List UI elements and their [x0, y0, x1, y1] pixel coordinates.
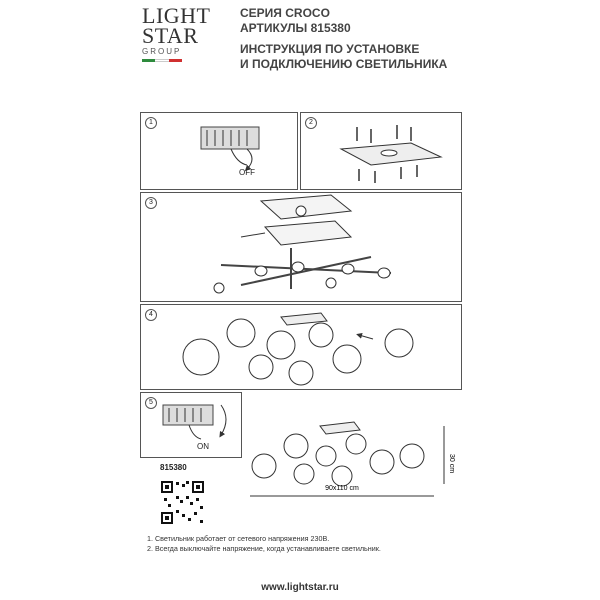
brand-logo [142, 3, 211, 62]
step-1-panel [140, 112, 298, 190]
dimension-diagram [244, 410, 460, 506]
logo-flag [142, 59, 182, 62]
step-number: 5 [145, 397, 157, 409]
step-3-panel [140, 192, 462, 302]
qr-code-icon [160, 480, 205, 525]
step-4-panel [140, 304, 462, 390]
step-number: 3 [145, 197, 157, 209]
step-number: 4 [145, 309, 157, 321]
step-number: 1 [145, 117, 157, 129]
canopy-assembly-illustration [141, 193, 461, 301]
off-label: OFF [239, 168, 255, 177]
instruction-line-2: И ПОДКЛЮЧЕНИЮ СВЕТИЛЬНИКА [240, 57, 448, 71]
logo-line-1: LIGHT [142, 3, 211, 28]
glass-shades-illustration [141, 305, 461, 389]
step-5-panel [140, 392, 242, 458]
width-dimension: 90x110 cm [325, 485, 359, 492]
article-title: АРТИКУЛЫ 815380 [240, 21, 351, 35]
step-number: 2 [305, 117, 317, 129]
instruction-line-1: ИНСТРУКЦИЯ ПО УСТАНОВКЕ [240, 42, 420, 56]
note-1: 1. Светильник работает от сетевого напряжения 230В. [147, 534, 330, 543]
series-title: СЕРИЯ CROCO [240, 6, 330, 20]
breaker-off-illustration [141, 113, 297, 189]
notes [147, 534, 381, 554]
series-header [240, 6, 351, 36]
logo-line-2: STAR [142, 23, 199, 48]
step-2-panel [300, 112, 462, 190]
product-sku: 815380 [160, 463, 187, 472]
website-url[interactable]: www.lightstar.ru [261, 582, 339, 593]
mounting-plate-illustration [301, 113, 461, 189]
logo-line-3: GROUP [142, 47, 182, 56]
instruction-header [240, 42, 447, 72]
on-label: ON [197, 442, 209, 451]
note-2: 2. Всегда выключайте напряжение, когда устанавливаете светильник. [147, 544, 381, 553]
height-dimension: 30 cm [448, 454, 455, 474]
